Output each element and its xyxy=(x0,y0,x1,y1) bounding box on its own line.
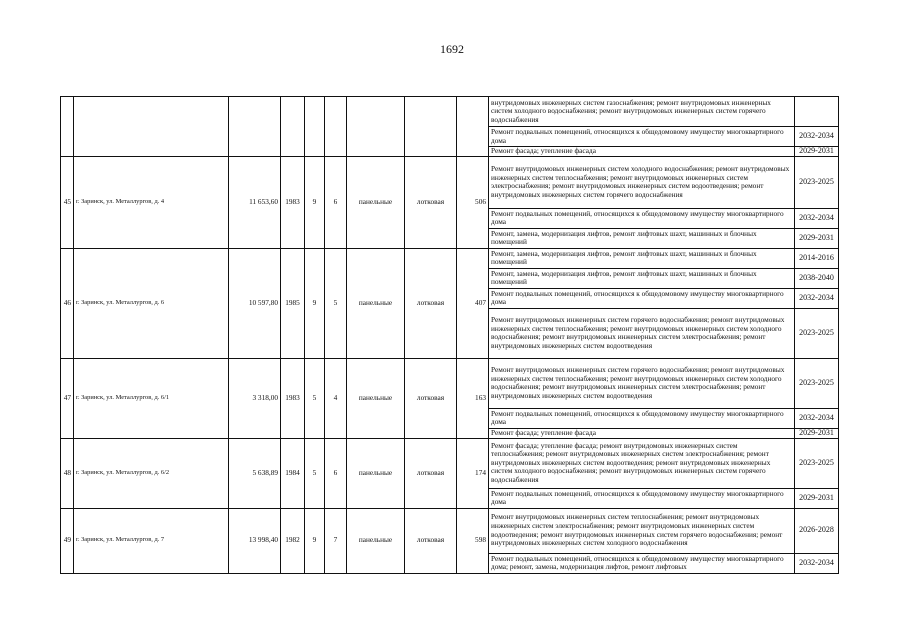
work-description: Ремонт внутридомовых инженерных систем горячего водоснабжения; ремонт внутридомовых инженерных систем теплоснабжения; ремонт внутридомовых инженерных систем холодного водоснабжения; ремонт внутридомовых инженерных систем электроснабжения; ремонт внутридомовых инженерных систем водоотведения xyxy=(489,358,795,408)
work-description: Ремонт, замена, модернизация лифтов, ремонт лифтовых шахт, машинных и блочных помещений xyxy=(489,248,795,268)
roof-type-cell: лотковая xyxy=(405,358,457,438)
address-cell: г. Заринск, ул. Металлургов, д. 6/2 xyxy=(74,438,229,508)
work-description: Ремонт, замена, модернизация лифтов, ремонт лифтовых шахт, машинных и блочных помещений xyxy=(489,268,795,288)
work-period: 2029-2031 xyxy=(795,488,839,508)
wall-material-cell: панельные xyxy=(347,508,405,573)
work-description: Ремонт, замена, модернизация лифтов, ремонт лифтовых шахт, машинных и блочных помещений xyxy=(489,228,795,248)
wall-material-cell: панельные xyxy=(347,248,405,358)
floors-cell xyxy=(305,97,325,157)
apartments-cell: 598 xyxy=(457,508,489,573)
row-number: 48 xyxy=(61,438,74,508)
row-number: 47 xyxy=(61,358,74,438)
row-number xyxy=(61,97,74,157)
address-cell: г. Заринск, ул. Металлургов, д. 4 xyxy=(74,156,229,248)
work-period: 2032-2034 xyxy=(795,553,839,573)
year-cell xyxy=(281,97,305,157)
address-cell xyxy=(74,97,229,157)
apartments-cell: 174 xyxy=(457,438,489,508)
roof-type-cell xyxy=(405,97,457,157)
work-description: Ремонт подвальных помещений, относящихся к общедомовому имуществу многоквартирного дома xyxy=(489,127,795,147)
work-period: 2032-2034 xyxy=(795,208,839,228)
floors-cell: 5 xyxy=(305,358,325,438)
work-period: 2026-2028 xyxy=(795,508,839,553)
area-cell: 3 318,00 xyxy=(229,358,281,438)
roof-type-cell: лотковая xyxy=(405,248,457,358)
work-description: Ремонт внутридомовых инженерных систем теплоснабжения; ремонт внутридомовых инженерных систем электроснабжения; ремонт внутридомовых инженерных систем водоотведения; ремонт внутридомовых инженерных систем горячего водоснабжения; ремонт внутридомовых инженерных систем холодного водоснабжения xyxy=(489,508,795,553)
work-description: Ремонт подвальных помещений, относящихся к общедомовому имуществу многоквартирного дома xyxy=(489,288,795,308)
area-cell: 11 653,60 xyxy=(229,156,281,248)
row-number: 49 xyxy=(61,508,74,573)
work-description: Ремонт подвальных помещений, относящихся к общедомовому имуществу многоквартирного дома xyxy=(489,408,795,428)
year-cell: 1982 xyxy=(281,508,305,573)
work-description: Ремонт подвальных помещений, относящихся к общедомовому имуществу многоквартирного дома xyxy=(489,208,795,228)
roof-type-cell: лотковая xyxy=(405,508,457,573)
work-period: 2014-2016 xyxy=(795,248,839,268)
floors-cell: 9 xyxy=(305,248,325,358)
area-cell xyxy=(229,97,281,157)
work-description: Ремонт внутридомовых инженерных систем холодного водоснабжения; ремонт внутридомовых инженерных систем теплоснабжения; ремонт внутридомовых инженерных систем электроснабжения; ремонт внутридомовых инженерных систем водоотведения; ремонт внутридомовых инженерных систем горячего водоснабжения xyxy=(489,156,795,208)
row-number: 45 xyxy=(61,156,74,248)
wall-material-cell: панельные xyxy=(347,438,405,508)
work-description: Ремонт подвальных помещений, относящихся к общедомовому имуществу многоквартирного дома xyxy=(489,488,795,508)
work-period: 2032-2034 xyxy=(795,288,839,308)
wall-material-cell: панельные xyxy=(347,358,405,438)
apartments-cell: 506 xyxy=(457,156,489,248)
work-period: 2023-2025 xyxy=(795,358,839,408)
entrances-cell: 4 xyxy=(325,358,347,438)
work-period: 2038-2040 xyxy=(795,268,839,288)
apartments-cell xyxy=(457,97,489,157)
roof-type-cell: лотковая xyxy=(405,156,457,248)
work-description: внутридомовых инженерных систем газоснабжения; ремонт внутридомовых инженерных систем холодного водоснабжения; ремонт внутридомовых инженерных систем горячего водоснабжения xyxy=(489,97,795,127)
wall-material-cell: панельные xyxy=(347,156,405,248)
row-number: 46 xyxy=(61,248,74,358)
address-cell: г. Заринск, ул. Металлургов, д. 6 xyxy=(74,248,229,358)
wall-material-cell xyxy=(347,97,405,157)
year-cell: 1983 xyxy=(281,156,305,248)
apartments-cell: 407 xyxy=(457,248,489,358)
year-cell: 1983 xyxy=(281,358,305,438)
table-row xyxy=(61,156,839,208)
table-row xyxy=(61,248,839,268)
work-description: Ремонт фасада; утепление фасада xyxy=(489,147,795,157)
work-period: 2023-2025 xyxy=(795,438,839,488)
year-cell: 1985 xyxy=(281,248,305,358)
work-description: Ремонт фасада; утепление фасада; ремонт внутридомовых инженерных систем теплоснабжения; ремонт внутридомовых инженерных систем электроснабжения; ремонт внутридомовых инженерных систем водоотведения; ремонт внутридомовых инженерных систем холодного водоснабжения; ремонт внутридомовых инженерных систем горячего водоснабжения xyxy=(489,438,795,488)
work-period: 2032-2034 xyxy=(795,127,839,147)
work-period: 2029-2031 xyxy=(795,428,839,438)
work-period: 2023-2025 xyxy=(795,156,839,208)
capital-repair-table xyxy=(60,96,839,574)
area-cell: 13 998,40 xyxy=(229,508,281,573)
work-period: 2029-2031 xyxy=(795,228,839,248)
floors-cell: 9 xyxy=(305,508,325,573)
entrances-cell: 6 xyxy=(325,156,347,248)
table-row xyxy=(61,97,839,127)
page-number: 1692 xyxy=(440,42,464,56)
work-description: Ремонт внутридомовых инженерных систем горячего водоснабжения; ремонт внутридомовых инженерных систем теплоснабжения; ремонт внутридомовых инженерных систем холодного водоснабжения; ремонт внутридомовых инженерных систем электроснабжения; ремонт внутридомовых инженерных систем водоотведения xyxy=(489,308,795,358)
area-cell: 5 638,89 xyxy=(229,438,281,508)
floors-cell: 5 xyxy=(305,438,325,508)
area-cell: 10 597,80 xyxy=(229,248,281,358)
work-period: 2023-2025 xyxy=(795,308,839,358)
table-row xyxy=(61,358,839,408)
work-period: 2032-2034 xyxy=(795,408,839,428)
table-row xyxy=(61,438,839,488)
table-row xyxy=(61,508,839,553)
work-description: Ремонт фасада; утепление фасада xyxy=(489,428,795,438)
work-period: 2029-2031 xyxy=(795,147,839,157)
entrances-cell xyxy=(325,97,347,157)
apartments-cell: 163 xyxy=(457,358,489,438)
roof-type-cell: лотковая xyxy=(405,438,457,508)
entrances-cell: 7 xyxy=(325,508,347,573)
work-description: Ремонт подвальных помещений, относящихся к общедомовому имуществу многоквартирного дома; ремонт, замена, модернизация лифтов, ремонт лифтовых xyxy=(489,553,795,573)
address-cell: г. Заринск, ул. Металлургов, д. 7 xyxy=(74,508,229,573)
entrances-cell: 5 xyxy=(325,248,347,358)
floors-cell: 9 xyxy=(305,156,325,248)
entrances-cell: 6 xyxy=(325,438,347,508)
year-cell: 1984 xyxy=(281,438,305,508)
address-cell: г. Заринск, ул. Металлургов, д. 6/1 xyxy=(74,358,229,438)
work-period xyxy=(795,97,839,127)
